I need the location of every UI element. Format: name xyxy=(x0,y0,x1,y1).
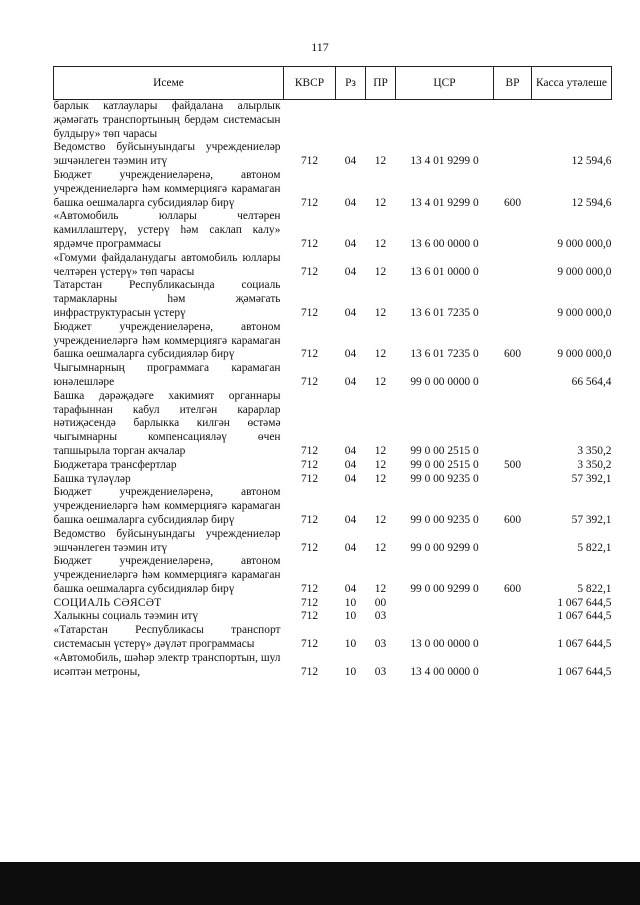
row-kvsr: 712 xyxy=(300,155,319,168)
row-csr: 13 6 01 0000 0 xyxy=(410,265,479,278)
table-row xyxy=(54,528,612,556)
row-pr: 12 xyxy=(374,265,387,278)
row-pr: 12 xyxy=(374,237,387,250)
row-vr xyxy=(494,652,532,680)
row-vr xyxy=(494,279,532,320)
row-name: Ведомство буйсынуындагы учреждениеләр эшчәнлеген тәэмин итү xyxy=(53,527,281,554)
row-amount: 12 594,6 xyxy=(571,155,612,168)
table-row xyxy=(54,100,612,142)
row-kvsr: 712 xyxy=(300,541,319,554)
row-kvsr: 712 xyxy=(300,348,319,361)
row-csr: 13 6 01 7235 0 xyxy=(410,306,479,319)
row-rz: 10 xyxy=(344,638,357,651)
table-row xyxy=(54,555,612,596)
header-vr: ВР xyxy=(494,67,532,100)
row-amount: 9 000 000,0 xyxy=(557,306,612,319)
row-amount: 12 594,6 xyxy=(571,196,612,209)
row-vr: 600 xyxy=(503,513,522,526)
table-row xyxy=(54,169,612,210)
row-pr: 12 xyxy=(374,541,387,554)
row-vr xyxy=(494,610,532,624)
row-csr: 99 0 00 9235 0 xyxy=(410,472,479,485)
row-vr xyxy=(494,390,532,459)
row-pr: 12 xyxy=(374,375,387,388)
row-kvsr: 712 xyxy=(300,638,319,651)
row-csr: 13 4 01 9299 0 xyxy=(410,155,479,168)
table-row xyxy=(54,210,612,251)
row-vr: 600 xyxy=(503,582,522,595)
row-name: Бюджет учреждениеләренә, автоном учреждениеләргә һәм коммерциягә карамаган башка оешмаларга субсидияләр бирү xyxy=(53,486,281,526)
row-name: Башка дәрәҗәдәге хакимият органнары тарафыннан кабул ителгән карарлар нәтиҗәсендә барлыкка килгән өстәмә чыгымнарны компенсацияләү өчен тапшырыла торган акчалар xyxy=(53,389,281,457)
header-pr: ПР xyxy=(366,67,396,100)
row-rz: 10 xyxy=(344,610,357,623)
row-csr: 99 0 00 9299 0 xyxy=(410,582,479,595)
row-csr xyxy=(396,597,494,611)
row-amount: 3 350,2 xyxy=(577,444,612,457)
row-amount: 1 067 644,5 xyxy=(557,665,612,678)
row-name: Ведомство буйсынуындагы учреждениеләр эшчәнлеген тәэмин итү xyxy=(53,141,281,168)
row-csr: 13 4 01 9299 0 xyxy=(410,196,479,209)
row-kvsr: 712 xyxy=(300,196,319,209)
row-rz: 04 xyxy=(344,306,357,319)
row-vr xyxy=(494,528,532,556)
row-kvsr: 712 xyxy=(300,582,319,595)
row-vr xyxy=(494,210,532,251)
row-name: Бюджет учреждениеләренә, автоном учреждениеләргә һәм коммерциягә карамаган башка оешмаларга субсидияләр бирү xyxy=(53,555,281,595)
row-amount: 57 392,1 xyxy=(571,513,612,526)
table-row xyxy=(54,252,612,280)
table-row xyxy=(54,390,612,459)
budget-table xyxy=(53,66,612,679)
row-rz: 04 xyxy=(344,265,357,278)
table-body xyxy=(54,100,612,680)
row-kvsr: 712 xyxy=(300,444,319,457)
row-kvsr xyxy=(284,100,336,142)
row-amount: 66 564,4 xyxy=(571,375,612,388)
row-rz: 04 xyxy=(344,458,357,471)
row-csr xyxy=(396,610,494,624)
row-rz: 04 xyxy=(344,196,357,209)
row-pr: 03 xyxy=(374,638,387,651)
row-kvsr: 712 xyxy=(300,513,319,526)
header-kassa: Касса утәлеше xyxy=(532,67,612,100)
row-csr: 99 0 00 2515 0 xyxy=(410,458,479,471)
row-name: «Автомобиль, шәһәр электр транспортын, шул исәптән метроны, xyxy=(53,651,281,678)
row-pr: 12 xyxy=(374,472,387,485)
row-amount: 9 000 000,0 xyxy=(557,265,612,278)
row-rz: 10 xyxy=(344,596,357,609)
row-rz: 04 xyxy=(344,155,357,168)
row-pr: 00 xyxy=(374,596,387,609)
row-rz: 04 xyxy=(344,444,357,457)
row-kvsr: 712 xyxy=(300,306,319,319)
row-csr: 99 0 00 0000 0 xyxy=(410,375,479,388)
table-row xyxy=(54,362,612,390)
row-vr xyxy=(494,100,532,142)
row-pr: 12 xyxy=(374,196,387,209)
row-csr: 99 0 00 9299 0 xyxy=(410,541,479,554)
row-pr: 12 xyxy=(374,444,387,457)
row-kvsr: 712 xyxy=(300,665,319,678)
row-csr: 99 0 00 2515 0 xyxy=(410,444,479,457)
row-name: Бюджетара трансфертлар xyxy=(53,458,177,471)
row-csr: 13 0 00 0000 0 xyxy=(410,638,479,651)
row-vr: 600 xyxy=(503,348,522,361)
row-name: Чыгымнарның программага карамаган юнәлешләре xyxy=(53,362,281,388)
row-csr: 13 6 01 7235 0 xyxy=(410,348,479,361)
table-row xyxy=(54,610,612,624)
row-vr xyxy=(494,624,532,652)
row-amount: 9 000 000,0 xyxy=(557,348,612,361)
table-row xyxy=(54,473,612,487)
row-kvsr: 712 xyxy=(300,458,319,471)
row-csr: 13 4 00 0000 0 xyxy=(410,665,479,678)
scan-bottom-edge xyxy=(0,862,640,905)
row-name: СОЦИАЛЬ СӘЯСӘТ xyxy=(53,596,162,609)
row-name: «Автомобиль юллары челтәрен камиллаштерү, устерү һәм саклап калу» ярдәмче программасы xyxy=(53,210,281,250)
table-row xyxy=(54,279,612,320)
row-amount xyxy=(532,100,612,142)
row-amount: 3 350,2 xyxy=(577,458,612,471)
row-name: «Татарстан Республикасы транспорт системасын үстерү» дәүләт программасы xyxy=(53,624,281,651)
row-amount: 1 067 644,5 xyxy=(557,596,612,609)
row-kvsr: 712 xyxy=(300,375,319,388)
page-number: 117 xyxy=(311,40,329,54)
row-pr: 12 xyxy=(374,513,387,526)
row-rz: 04 xyxy=(344,582,357,595)
row-amount: 5 822,1 xyxy=(577,541,612,554)
row-rz xyxy=(336,100,366,142)
row-amount: 9 000 000,0 xyxy=(557,237,612,250)
row-rz: 04 xyxy=(344,237,357,250)
row-pr xyxy=(366,100,396,142)
row-pr: 12 xyxy=(374,348,387,361)
row-vr xyxy=(494,141,532,169)
row-amount: 1 067 644,5 xyxy=(557,610,612,623)
row-pr: 03 xyxy=(374,665,387,678)
table-row xyxy=(54,321,612,362)
row-kvsr: 712 xyxy=(300,472,319,485)
row-amount: 1 067 644,5 xyxy=(557,638,612,651)
row-rz: 04 xyxy=(344,541,357,554)
table-row xyxy=(54,486,612,527)
row-name: Бюджет учреждениеләренә, автоном учреждениеләргә һәм коммерциягә карамаган башка оешмаларга субсидияләр бирү xyxy=(53,168,281,209)
header-name: Исеме xyxy=(54,67,284,100)
table-row xyxy=(54,597,612,611)
row-name: Халыкны социаль тәэмин итү xyxy=(53,610,199,623)
row-name: барлык катлаулары файдалана алырлык җәмәгать транспортының бердәм системасын булдыру» төп чарасы xyxy=(53,100,281,140)
table-row xyxy=(54,624,612,652)
row-csr: 13 6 00 0000 0 xyxy=(410,237,479,250)
row-amount: 57 392,1 xyxy=(571,472,612,485)
header-kvsr: КВСР xyxy=(284,67,336,100)
table-row xyxy=(54,141,612,169)
row-vr xyxy=(494,473,532,487)
row-vr xyxy=(494,252,532,280)
row-vr xyxy=(494,362,532,390)
row-amount: 5 822,1 xyxy=(577,582,612,595)
row-kvsr: 712 xyxy=(300,610,319,623)
row-pr: 12 xyxy=(374,582,387,595)
row-rz: 04 xyxy=(344,375,357,388)
header-rz: Рз xyxy=(336,67,366,100)
row-kvsr: 712 xyxy=(300,265,319,278)
row-pr: 12 xyxy=(374,306,387,319)
row-rz: 04 xyxy=(344,472,357,485)
row-name: Башка түләүләр xyxy=(53,472,131,485)
row-rz: 04 xyxy=(344,348,357,361)
row-vr: 500 xyxy=(503,458,522,471)
row-name: Бюджет учреждениеләренә, автоном учреждениеләргә һәм коммерциягә карамаган башка оешмаларга субсидияләр бирү xyxy=(53,320,281,361)
row-rz: 10 xyxy=(344,665,357,678)
row-name: «Гомуми файдаланудагы автомобиль юллары челтәрен үстерү» төп чарасы xyxy=(53,251,281,278)
table-header-row xyxy=(54,67,612,100)
row-kvsr: 712 xyxy=(300,237,319,250)
row-pr: 12 xyxy=(374,458,387,471)
table-row xyxy=(54,459,612,473)
row-vr: 600 xyxy=(503,196,522,209)
row-csr xyxy=(396,100,494,142)
row-vr xyxy=(494,597,532,611)
table-row xyxy=(54,652,612,680)
row-rz: 04 xyxy=(344,513,357,526)
header-csr: ЦСР xyxy=(396,67,494,100)
row-pr: 12 xyxy=(374,155,387,168)
row-kvsr: 712 xyxy=(300,596,319,609)
row-pr: 03 xyxy=(374,610,387,623)
row-csr: 99 0 00 9235 0 xyxy=(410,513,479,526)
row-name: Татарстан Республикасында социаль тармакларны һәм җәмәгать инфраструктурасын үстерү xyxy=(53,279,281,319)
